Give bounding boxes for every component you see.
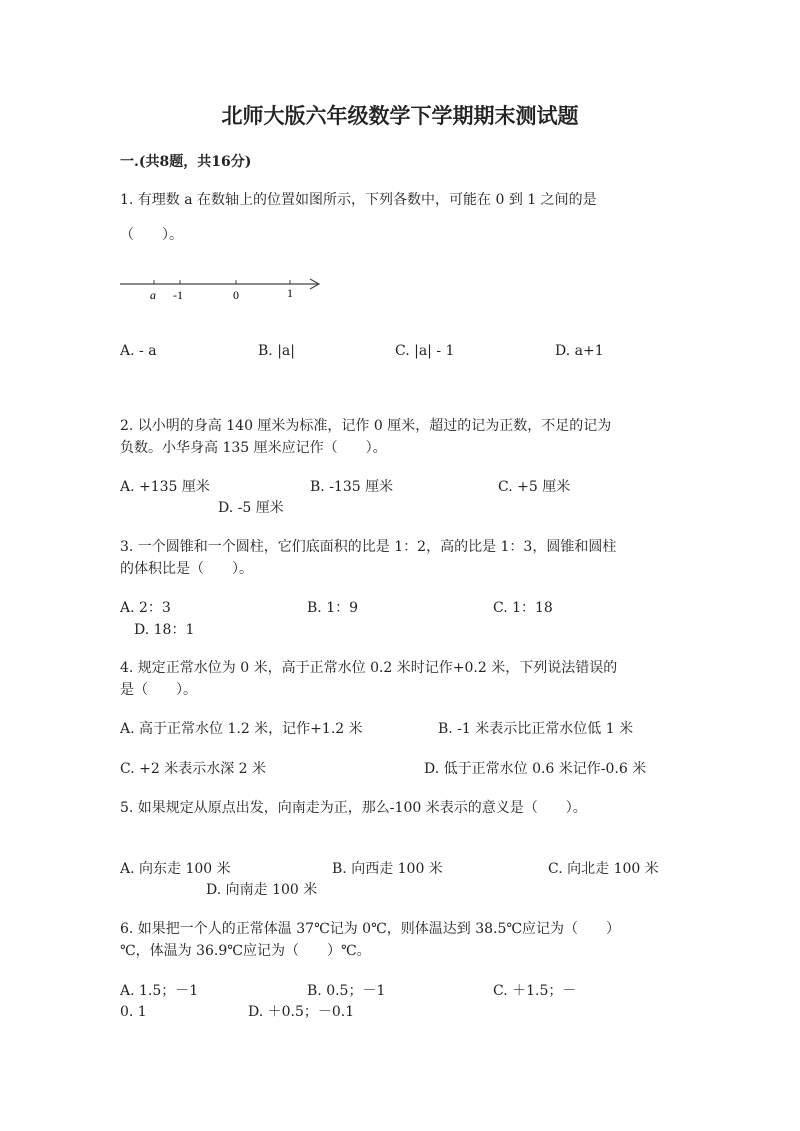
q2-option-b[interactable]: B. -135 厘米 bbox=[310, 479, 394, 495]
q6-option-b[interactable]: B. 0.5；－1 bbox=[307, 983, 386, 999]
question-5-stem-line-1: 5. 如果规定从原点出发，向南走为正，那么-100 米表示的意义是（ ）。 bbox=[120, 800, 587, 816]
question-3-stem-line-2: 的体积比是（ ）。 bbox=[120, 561, 253, 577]
question-2-stem-line-2: 负数。小华身高 135 厘米应记作（ ）。 bbox=[120, 440, 387, 456]
question-2-stem-line-1: 2. 以小明的身高 140 厘米为标准，记作 0 厘米，超过的记为正数，不足的记为 bbox=[120, 418, 612, 434]
q4-option-d[interactable]: D. 低于正常水位 0.6 米记作-0.6 米 bbox=[424, 761, 647, 777]
q3-option-c[interactable]: C. 1：18 bbox=[493, 600, 553, 616]
tick-label-a: a bbox=[150, 288, 156, 302]
page-title: 北师大版六年级数学下学期期末测试题 bbox=[221, 103, 579, 128]
question-4-stem-line-2: 是（ ）。 bbox=[120, 682, 197, 698]
q2-option-c[interactable]: C. +5 厘米 bbox=[498, 479, 571, 495]
q4-option-a[interactable]: A. 高于正常水位 1.2 米，记作+1.2 米 bbox=[120, 721, 363, 737]
question-1-stem-line-2: （ ）。 bbox=[120, 227, 183, 243]
question-4-stem-line-1: 4. 规定正常水位为 0 米，高于正常水位 0.2 米时记作+0.2 米，下列说法错误的 bbox=[120, 660, 618, 676]
q5-option-a[interactable]: A. 向东走 100 米 bbox=[120, 861, 231, 877]
tick-label-minus-1: -1 bbox=[173, 288, 183, 302]
q2-option-a[interactable]: A. +135 厘米 bbox=[120, 479, 210, 495]
q3-option-b[interactable]: B. 1：9 bbox=[307, 600, 359, 616]
q3-option-a[interactable]: A. 2：3 bbox=[120, 600, 171, 616]
tick-label-1: 1 bbox=[287, 286, 293, 300]
q6-option-c-continued: 0. 1 bbox=[120, 1004, 147, 1020]
q4-option-c[interactable]: C. +2 米表示水深 2 米 bbox=[120, 761, 267, 777]
q2-option-d[interactable]: D. -5 厘米 bbox=[218, 500, 284, 516]
number-line-figure bbox=[118, 272, 328, 306]
question-3-stem-line-1: 3. 一个圆锥和一个圆柱，它们底面积的比是 1：2，高的比是 1：3，圆锥和圆柱 bbox=[120, 539, 617, 555]
question-6-stem-line-1: 6. 如果把一个人的正常体温 37℃记为 0℃，则体温达到 38.5℃应记为（ ） bbox=[120, 921, 621, 937]
question-6-stem-line-2: ℃，体温为 36.9℃应记为（ ）℃。 bbox=[120, 943, 371, 959]
q6-option-d[interactable]: D. ＋0.5；－0.1 bbox=[248, 1004, 355, 1020]
q1-option-a[interactable]: A. - a bbox=[120, 343, 157, 359]
q1-option-b[interactable]: B. |a| bbox=[258, 343, 295, 359]
section-heading: 一.(共8题，共16分) bbox=[120, 154, 252, 170]
q5-option-c[interactable]: C. 向北走 100 米 bbox=[548, 861, 659, 877]
q6-option-a[interactable]: A. 1.5；－1 bbox=[120, 983, 199, 999]
q4-option-b[interactable]: B. -1 米表示比正常水位低 1 米 bbox=[438, 721, 634, 737]
q5-option-d[interactable]: D. 向南走 100 米 bbox=[206, 882, 318, 898]
q1-option-d[interactable]: D. a+1 bbox=[555, 343, 604, 359]
q1-option-c[interactable]: C. |a| - 1 bbox=[395, 343, 455, 359]
q5-option-b[interactable]: B. 向西走 100 米 bbox=[332, 861, 443, 877]
tick-label-0: 0 bbox=[233, 288, 239, 302]
q6-option-c[interactable]: C. ＋1.5；－ bbox=[493, 983, 577, 999]
q3-option-d[interactable]: D. 18：1 bbox=[134, 622, 195, 638]
question-1-stem-line-1: 1. 有理数 a 在数轴上的位置如图所示，下列各数中，可能在 0 到 1 之间的是 bbox=[120, 192, 597, 208]
